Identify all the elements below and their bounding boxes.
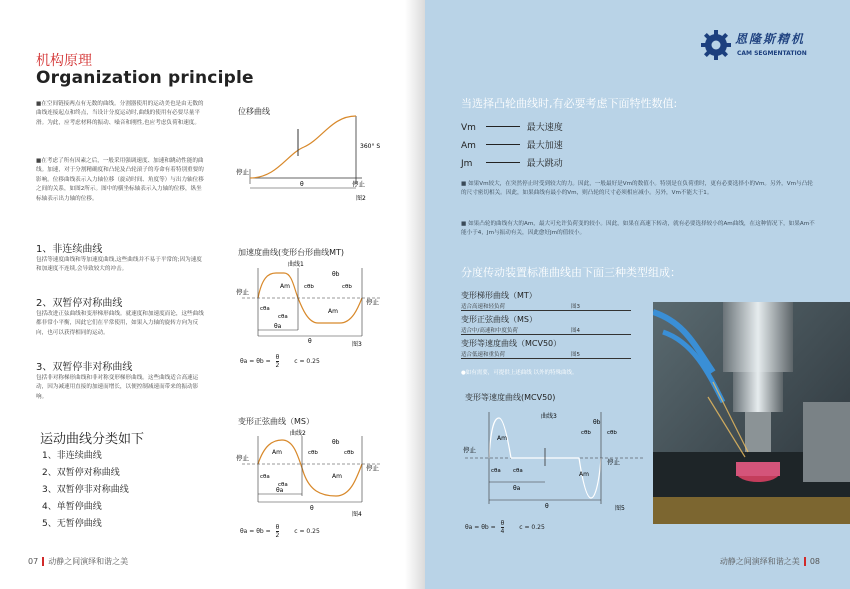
arrow-right-icon [486, 126, 520, 127]
fig3-title: 加速度曲线(变形台形曲线MT) [238, 248, 345, 257]
fig2-curve [250, 116, 356, 178]
fig5-fraction [501, 520, 505, 535]
am-meaning: 最大加速 [526, 141, 563, 151]
fig3-cthb-a: cθb [304, 284, 314, 290]
curve-type-mcv50-desc [461, 350, 631, 359]
section-2-text: 包括改进正弦曲线和变形梯形曲线。就速度和加速度而论，这些曲线都非常小平衡，因此它们在平常使用，如果入力轴的旋转方向为反向，也可以获得相同的运动。 [36, 311, 204, 336]
am-symbol: Am [461, 141, 476, 151]
page-number-right: 08 [809, 557, 820, 566]
fig4-title: 变形正弦曲线（MS） [238, 417, 314, 426]
list-item: 4、单暂停曲线 [42, 502, 102, 512]
am-row [461, 138, 563, 151]
mcv50-desc-text: 适合低速和重负荷 [461, 352, 506, 358]
intro-paragraph-2: ■在考虑了所有因素之后，一般采用强调速度、加速和跳动性能的曲线。加速，对于分割精确度和凸轮及凸轮滚子的寿命有着特别重要的影响。位移曲线表示入力轴位移（旋动时间、角度等）与出力轴位移之间的关系，如图2所示。图中的横坐标轴表示入力轴的位移，纵坐标轴表示出力轴的位移。 [36, 158, 204, 202]
mt-desc-text: 适合高速和轻负荷 [461, 304, 506, 310]
vm-paragraph: ■ 如果Vm较大，在突然停止时受到较大的力。因此，一般最好是Vm的数值小。特别是在负荷重时，更有必要选择小的Vm。另外，Vm与凸轮的尺寸密切相关。因此，如果曲线有最小的Vm，则凸轮的尺寸必须相应减小。另外，Vm不能大于1。 [461, 181, 813, 197]
fig3-am-top: Am [280, 283, 290, 290]
fig5-formula [465, 520, 545, 535]
vm-symbol: Vm [461, 123, 476, 133]
fig2-theta: θ [300, 181, 304, 188]
fig4-label: 图4 [352, 511, 362, 518]
fig3-frac-num: θ [275, 354, 280, 361]
fig5-frac-num: θ [500, 520, 505, 527]
fig4-am-top: Am [272, 449, 282, 456]
curve-type-mcv50: 变形等速度曲线（MCV50） [461, 339, 562, 348]
fig3-stop-right: 停止 [366, 298, 379, 306]
fig2-angle: 360° S [360, 143, 381, 150]
fig3-formula-lhs: θa = θb = [240, 358, 271, 365]
fig2-stop-left: 停止 [236, 168, 249, 176]
fig5-diagram [455, 404, 655, 512]
fig4-c: c = 0.25 [294, 528, 320, 535]
mt-fig-ref: 图3 [571, 304, 580, 310]
list-item: 2、双暂停对称曲线 [42, 468, 120, 478]
fig5-cthb-b: cθb [607, 430, 617, 436]
curve-type-ms: 变形正弦曲线（MS） [461, 315, 537, 324]
curves-list-heading: 运动曲线分类如下 [40, 432, 145, 447]
gear-logo-icon [701, 30, 731, 60]
intro-paragraph-1: ■在空间链接两点有无数的曲线。分割器使用的运动美也是由无数的曲线连接起点和终点，当设计分度运动时,曲线的使用有必要尽量平滑。为此，应考虑材料的振动、噪音和刚性,也应考虑负荷和速度。 [36, 101, 204, 126]
fig4-frac-num: θ [275, 524, 280, 531]
section-3-text: 包括非对称梯形曲线和非对称变形梯形曲线。这些曲线适合高速运动，因为减速用直接的加速而增长，以便控制减速而带来的振动影响。 [36, 375, 199, 400]
footer-left [28, 556, 128, 567]
footer-right [720, 556, 820, 567]
fig5-label: 图5 [615, 505, 625, 512]
arrow-right-icon [486, 144, 520, 145]
fig5-am-bottom: Am [579, 471, 589, 478]
am-paragraph: ■ 如果凸轮的曲线有大的Am，最大可允许负荷变的较小。因此，如果在高速下转动，就有必要选择较小的Am曲线，在这种情况下，如果Am不能小于4，Jm与振动有关，因此愈好Jm的值较小。 [461, 221, 815, 237]
section-title-en: Organization principle [36, 68, 254, 88]
fig5-c: c = 0.25 [519, 524, 545, 531]
fig3-frac-den: 2 [275, 362, 280, 369]
jm-meaning: 最大跳动 [526, 159, 563, 169]
fig3-thb: θb [332, 271, 340, 278]
fig5-ctha-b: cθa [513, 468, 523, 474]
jm-symbol: Jm [461, 159, 473, 169]
curve-type-mt: 变形梯形曲线（MT） [461, 291, 537, 300]
fig4-formula-lhs: θa = θb = [240, 528, 271, 535]
logo-tagline: CAM SEGMENTATION [737, 50, 807, 57]
curve-type-mt-desc [461, 302, 631, 311]
ms-fig-ref: 图4 [571, 328, 580, 334]
section-1-heading: 1、非连续曲线 [36, 244, 103, 255]
section-2-heading: 2、双暂停对称曲线 [36, 298, 123, 309]
fig4-cthb-b: cθb [344, 450, 354, 456]
fig3-theta: θ [308, 338, 312, 345]
fig5-am-top: Am [497, 435, 507, 442]
fig4-fraction [276, 524, 280, 539]
fig5-frac-den: 4 [500, 528, 505, 535]
mcv50-fig-ref: 图5 [571, 352, 580, 358]
fig3-curve-pos [258, 273, 298, 298]
fig4-formula [240, 524, 320, 539]
fig4-thb: θb [332, 439, 340, 446]
section-3-heading: 3、双暂停非对称曲线 [36, 362, 133, 373]
list-item: 1、非连续曲线 [42, 451, 102, 461]
fig4-am-bottom: Am [332, 473, 342, 480]
list-item: 3、双暂停非对称曲线 [42, 485, 129, 495]
footer-text-left: 动静之间演绎和谐之美 [48, 557, 129, 566]
vm-row [461, 120, 563, 133]
footer-text-right: 动静之间演绎和谐之美 [719, 557, 800, 566]
fig5-ctha-a: cθa [491, 468, 501, 474]
fig4-curve-label: 曲线2 [290, 430, 306, 437]
section-1-text: 包括等速度曲线和等加速度曲线,这些曲线并不易于平常的;因为速度和加速度不连续,会导致较大的冲击。 [36, 257, 202, 273]
page-number-left: 07 [28, 557, 39, 566]
fig3-cthb-b: cθb [342, 284, 352, 290]
fig5-stop-left: 停止 [463, 446, 476, 454]
footer-divider-right [804, 557, 806, 566]
fig5-title: 变形等速度曲线(MCV50) [465, 393, 556, 402]
fig5-theta: θ [545, 503, 549, 510]
fig5-formula-lhs: θa = θb = [465, 524, 496, 531]
fig2-stop-right: 停止 [352, 180, 365, 188]
fig3-fraction [276, 354, 280, 369]
fig2-diagram [232, 114, 382, 204]
characteristics-heading: 当选择凸轮曲线时,有必要考虑下面特性数值: [461, 97, 678, 110]
fig3-am-bottom: Am [328, 308, 338, 315]
vm-meaning: 最大速度 [526, 123, 563, 133]
fig4-tha: θa [276, 487, 284, 494]
section-title-zh: 机构原理 [36, 53, 92, 69]
fig5-tha: θa [513, 485, 521, 492]
special-curve-note: ●如有需要，可提供上述曲线 以外的特殊曲线。 [461, 370, 578, 376]
fig3-formula [240, 354, 320, 369]
fig3-label: 图3 [352, 341, 362, 348]
fig4-frac-den: 2 [275, 532, 280, 539]
fig4-stop-right: 停止 [366, 464, 379, 472]
curve-type-ms-desc [461, 326, 631, 335]
standard-curves-heading: 分度传动装置标准曲线由下面三种类型组成： [461, 266, 681, 279]
jm-row [461, 156, 563, 169]
fig4-stop-left: 停止 [236, 454, 249, 462]
fig5-cthb-a: cθb [581, 430, 591, 436]
ms-desc-text: 适合中/高速和中度负荷 [461, 328, 518, 334]
fig3-ctha-b: cθa [278, 314, 288, 320]
fig4-cthb-a: cθb [308, 450, 318, 456]
fig3-diagram [232, 258, 392, 348]
fig4-theta: θ [310, 505, 314, 512]
fig4-ctha-a: cθa [260, 474, 270, 480]
logo-brand-text: 恩隆斯精机 [735, 32, 806, 46]
fig5-curve-label: 曲线3 [541, 413, 557, 420]
fig5-thb: θb [593, 419, 601, 426]
fig5-stop-right: 停止 [607, 458, 620, 466]
fig2-label: 图2 [356, 195, 366, 202]
curves-list [42, 448, 129, 533]
fig3-curve-label: 曲线1 [288, 261, 304, 268]
fig4-diagram [232, 428, 392, 518]
fig3-stop-left: 停止 [236, 288, 249, 296]
footer-divider-left [42, 557, 44, 566]
fig3-ctha-a: cθa [260, 306, 270, 312]
fig5-curve-neg [579, 458, 601, 498]
machining-photo [653, 302, 850, 524]
arrow-right-icon [486, 162, 520, 163]
fig4-ctha-b: cθa [278, 482, 288, 488]
fig3-c: c = 0.25 [294, 358, 320, 365]
fig2-title: 位移曲线 [238, 107, 270, 116]
right-page [425, 0, 850, 589]
fig3-tha: θa [274, 323, 282, 330]
list-item: 5、无暂停曲线 [42, 519, 102, 529]
